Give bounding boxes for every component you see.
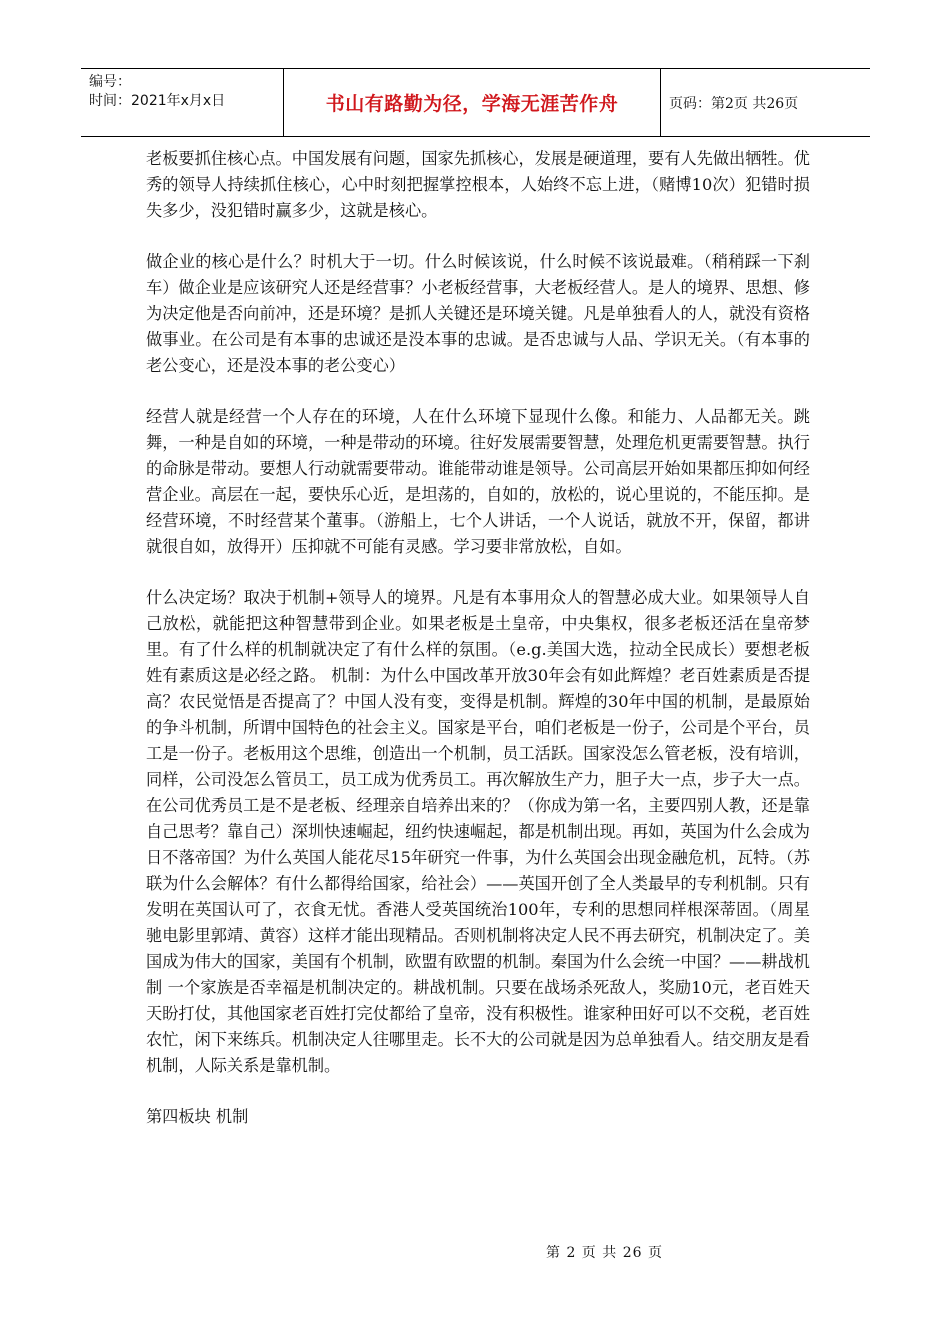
motto-text: 书山有路勤为径，学海无涯苦作舟 [325,93,619,115]
paragraph: 经营人就是经营一个人存在的环境，人在什么环境下显现什么像。和能力、人品都无关。跳舞，一种是自如的环境，一种是带动的环境。往好发展需要智慧，处理危机更需要智慧。执行的命脉是带动。要想人行动就需要带动。谁能带动谁是领导。公司高层开始如果都压抑如何经营企业。高层在一起，要快乐心近，是坦荡的，自如的，放松的，说心里说的，不能压抑。是经营环境，不时经营某个董事。（游船上，七个人讲话，一个人说话，就放不开，保留，都讲就很自如，放得开）压抑就不可能有灵感。学习要非常放松，自如。 [146,407,810,556]
paragraph: 老板要抓住核心点。中国发展有问题，国家先抓核心，发展是硬道理，要有人先做出牺牲。优秀的领导人持续抓住核心，心中时刻把握掌控根本，人始终不忘上进，（赌博10次）犯错时损失多少，没犯错时赢多少，这就是核心。 [146,149,810,220]
header-page-cell [661,69,870,136]
header-meta [81,69,284,136]
section-title: 第四板块 机制 [146,1107,249,1126]
paragraph: 什么决定场？取决于机制+领导人的境界。凡是有本事用众人的智慧必成大业。如果领导人自己放松，就能把这种智慧带到企业。如果老板是土皇帝，中央集权，很多老板还活在皇帝梦里。有了什么样的机制就决定了有什么样的氛围。（e.g.美国大选，拉动全民成长）要想老板姓有素质这是必经之路。 机制：为什么中国改革开放30年会有如此辉煌？老百姓素质是否提高？农民觉悟是否提高了？中国人没有变，变得是机制。辉煌的30年中国的机制，是最原始的争斗机制，所谓中国特色的社会主义。国家是平台，咱们老板是一份子，公司是个平台，员工是一份子。老板用这个思维，创造出一个机制，员工活跃。国家没怎么管老板，没有培训，同样，公司没怎么管员工，员工成为优秀员工。再次解放生产力，胆子大一点，步子大一点。在公司优秀员工是不是老板、经理亲自培养出来的？（你成为第一名，主要四别人教，还是靠自己思考？靠自己）深圳快速崛起，纽约快速崛起，都是机制出现。再如，英国为什么会成为日不落帝国？为什么英国人能花尽15年研究一件事，为什么英国会出现金融危机，瓦特。（苏联为什么会解体？有什么都得给国家，给社会）——英国开创了全人类最早的专利机制。只有发明在英国认可了，衣食无忧。香港人受英国统治100年，专利的思想同样根深蒂固。（周星驰电影里郭靖、黄容）这样才能出现精品。否则机制将决定人民不再去研究，机制决定了。美国成为伟大的国家，美国有个机制，欧盟有欧盟的机制。秦国为什么会统一中国？——耕战机制 一个家族是否幸福是机制决定的。耕战机制。只要在战场杀死敌人，奖励10元，老百姓天天盼打仗，其他国家老百姓打完仗都给了皇帝，没有积极性。谁家种田好可以不交税，老百姓农忙，闲下来练兵。机制决定人往哪里走。长不大的公司就是因为总单独看人。结交朋友是看机制，人际关系是靠机制。 [146,588,810,1075]
header-motto-cell [284,69,661,136]
page-footer: 第 2 页 共 26 页 [546,1245,663,1261]
paragraph: 做企业的核心是什么？时机大于一切。什么时候该说，什么时候不该说最难。（稍稍踩一下刹车）做企业是应该研究人还是经营事？小老板经营事，大老板经营人。是人的境界、思想、修为决定他是否向前冲，还是环境？是抓人关键还是环境关键。凡是单独看人的人，就没有资格做事业。在公司是有本事的忠诚还是没本事的忠诚。是否忠诚与人品、学识无关。（有本事的老公变心，还是没本事的老公变心） [146,252,810,375]
document-body [146,146,810,1130]
document-header [81,68,870,137]
time-label: 时间：2021年x月x日 [89,93,226,109]
number-label: 编号： [89,74,131,90]
page-info: 页码：第2页 共26页 [669,95,799,112]
